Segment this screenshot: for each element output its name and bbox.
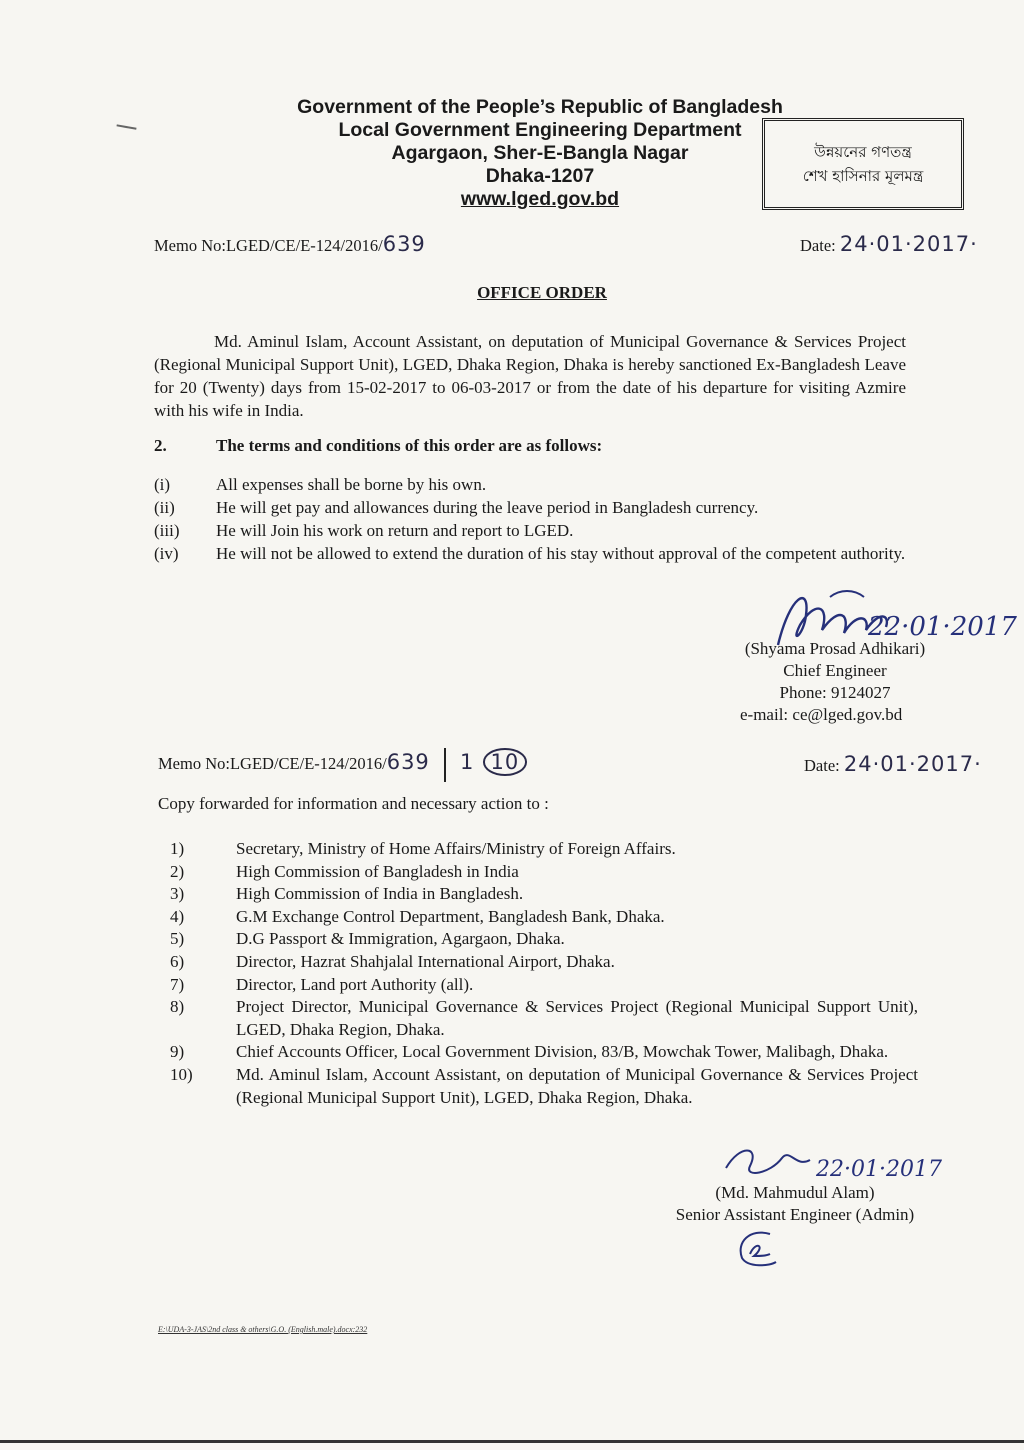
term-text: He will get pay and allowances during the leave period in Bangladesh currency.: [216, 498, 759, 517]
terms-list: [154, 473, 906, 565]
letterhead-line-department: Local Government Engineering Department: [338, 119, 742, 141]
copy-forward-intro: Copy forwarded for information and necessary action to :: [158, 794, 549, 813]
memo-date-1: [800, 232, 978, 256]
list-text: G.M Exchange Control Department, Bangladesh Bank, Dhaka.: [236, 906, 665, 926]
letterhead-line-government: Government of the People’s Republic of Bangladesh: [297, 96, 783, 118]
signatory-2-block: [640, 1182, 950, 1226]
list-item: [170, 1041, 918, 1064]
memo-date-2: [804, 752, 982, 776]
file-path-footer: E:\UDA-3-JAS\2nd class & others\G.O. (English.male).docx:232: [158, 1325, 368, 1334]
term-item: [154, 473, 906, 496]
website-link[interactable]: www.lged.gov.bd: [460, 188, 620, 210]
list-item: [170, 974, 918, 997]
memo-label: Memo No:LGED/CE/E-124/2016/: [158, 754, 387, 773]
list-number: 2): [170, 861, 185, 881]
list-text: High Commission of Bangladesh in India: [236, 861, 519, 881]
signatory-name: (Md. Mahmudul Alam): [715, 1183, 875, 1202]
list-item: [170, 928, 918, 951]
memo-circled-copy-count: 10: [483, 748, 528, 776]
copy-forward-list: [170, 838, 918, 1109]
term-number: (i): [154, 475, 171, 494]
signatory-phone: Phone: 9124027: [779, 683, 891, 702]
list-item: [170, 951, 918, 974]
list-item: [170, 861, 918, 884]
term-item: [154, 542, 906, 565]
list-text: Project Director, Municipal Governance & Services Project (Regional Municipal Support Unit), LGED, Dhaka Region, Dhaka.: [236, 997, 918, 1039]
letterhead: [250, 96, 830, 211]
slogan-line-2: শেখ হাসিনার মূলমন্ত্র: [802, 167, 924, 185]
list-number: 5): [170, 929, 185, 949]
term-text: He will not be allowed to extend the duration of his stay without approval of the competent authority.: [216, 544, 906, 563]
memo-handwritten-number: 639: [382, 232, 426, 256]
list-text: Director, Hazrat Shahjalal International Airport, Dhaka.: [236, 951, 615, 971]
term-number: (iv): [154, 544, 179, 563]
order-paragraph: Md. Aminul Islam, Account Assistant, on deputation of Municipal Governance & Services Project (Regional Municipal Support Unit), LGED, Dhaka Region, Dhaka is hereby sanctioned Ex-Bangladesh Leave for 20 (Twenty) days from 15-02-2017 to 06-03-2017 or from the date of his departure for visiting Azmire with his wife in India.: [154, 332, 906, 420]
list-item: [170, 883, 918, 906]
list-number: 9): [170, 1042, 185, 1062]
section-number: 2.: [154, 436, 167, 455]
term-text: He will Join his work on return and report to LGED.: [216, 521, 574, 540]
list-number: 4): [170, 906, 185, 926]
list-number: 7): [170, 974, 185, 994]
memo-label: Memo No:LGED/CE/E-124/2016/: [154, 236, 383, 255]
term-item: [154, 496, 906, 519]
signatory-email[interactable]: e-mail: ce@lged.gov.bd: [740, 705, 903, 724]
signatory-designation: Chief Engineer: [783, 661, 887, 680]
list-text: D.G Passport & Immigration, Agargaon, Dhaka.: [236, 929, 565, 949]
term-number: (iii): [154, 521, 180, 540]
date-label: Date:: [800, 236, 836, 255]
section-2-heading: [154, 436, 602, 456]
slogan-box: [762, 118, 964, 210]
term-text: All expenses shall be borne by his own.: [216, 475, 487, 494]
list-text: Md. Aminul Islam, Account Assistant, on deputation of Municipal Governance & Services Project (Regional Municipal Support Unit), LGED, Dhaka Region, Dhaka.: [236, 1064, 918, 1107]
letterhead-line-city: Dhaka-1207: [485, 165, 595, 187]
signature-handwritten-date: 22·01·2017: [816, 1157, 942, 1182]
handwritten-divider: [444, 748, 446, 782]
list-text: Chief Accounts Officer, Local Government Division, 83/B, Mowchak Tower, Malibagh, Dhaka.: [236, 1042, 889, 1062]
signatory-name: (Shyama Prosad Adhikari): [744, 639, 926, 658]
bottom-border: [0, 1440, 1024, 1443]
list-number: 6): [170, 951, 185, 971]
list-text: High Commission of India in Bangladesh.: [236, 884, 524, 904]
list-number: 1): [170, 839, 185, 858]
order-title: OFFICE ORDER: [477, 283, 607, 302]
list-number: 3): [170, 884, 185, 904]
term-item: [154, 519, 906, 542]
signatory-1-block: [700, 638, 970, 726]
signatory-designation: Senior Assistant Engineer (Admin): [675, 1205, 915, 1224]
list-text: Director, Land port Authority (all).: [236, 974, 474, 994]
list-item: [170, 1064, 918, 1109]
list-number: 8): [170, 997, 185, 1017]
memo-number-1: [154, 232, 426, 256]
term-number: (ii): [154, 498, 175, 517]
list-item: [170, 838, 918, 861]
signature-handwritten-date: 22·01·2017: [868, 612, 1017, 642]
letterhead-line-address: Agargaon, Sher-E-Bangla Nagar: [391, 142, 689, 164]
section-heading-text: The terms and conditions of this order are as follows:: [216, 436, 603, 455]
list-item: [170, 996, 918, 1041]
list-item: [170, 906, 918, 929]
handwritten-date: 24·01·2017·: [843, 752, 982, 776]
memo-handwritten-number: 639: [386, 750, 430, 774]
list-number: 10): [170, 1064, 193, 1084]
initial-mark: [730, 1226, 782, 1270]
memo-handwritten-sub: 1: [460, 750, 475, 774]
signature-senior-assistant-engineer: [720, 1138, 980, 1188]
slogan-line-1: উন্নয়নের গণতন্ত্র: [814, 143, 912, 161]
handwritten-date: 24·01·2017·: [839, 232, 978, 256]
date-label: Date:: [804, 756, 840, 775]
scan-mark: [115, 124, 136, 135]
memo-number-2: [158, 748, 527, 782]
list-text: Secretary, Ministry of Home Affairs/Ministry of Foreign Affairs.: [236, 839, 676, 858]
